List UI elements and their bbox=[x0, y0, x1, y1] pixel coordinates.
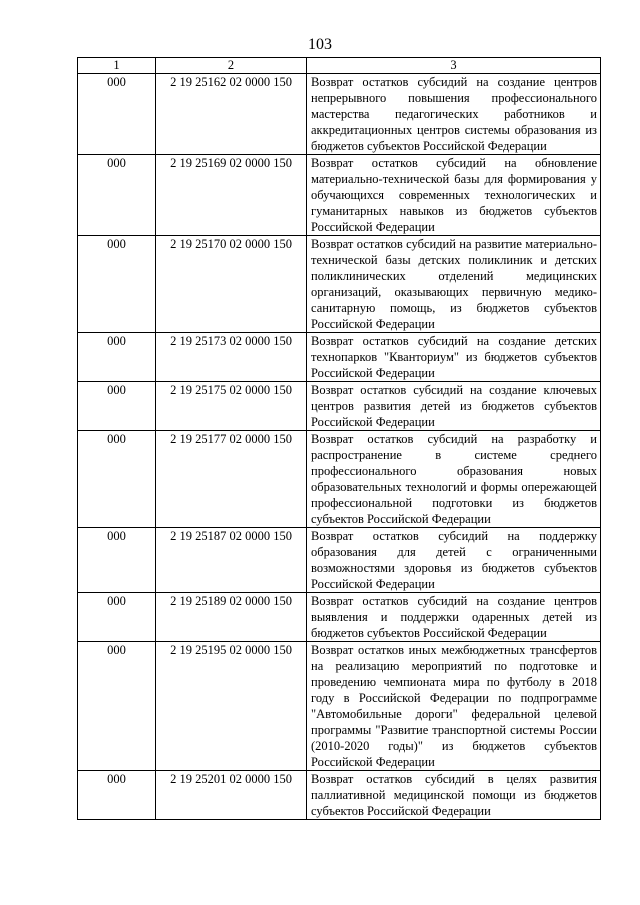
admin-code-cell: 000 bbox=[78, 236, 156, 333]
budget-code-cell: 2 19 25177 02 0000 150 bbox=[156, 431, 307, 528]
budget-code-cell: 2 19 25175 02 0000 150 bbox=[156, 382, 307, 431]
column-header-1: 1 bbox=[78, 58, 156, 74]
description-cell: Возврат остатков субсидий на создание центров выявления и поддержки одаренных детей из бюджетов субъектов Российской Федерации bbox=[307, 593, 601, 642]
column-header-2: 2 bbox=[156, 58, 307, 74]
table-row bbox=[78, 74, 601, 155]
table-row bbox=[78, 593, 601, 642]
admin-code-cell: 000 bbox=[78, 431, 156, 528]
table-row bbox=[78, 236, 601, 333]
description-cell: Возврат остатков субсидий на создание центров непрерывного повышения профессионального мастерства педагогических работников и аккредитационных центров системы образования из бюджетов субъектов Российской Федерации bbox=[307, 74, 601, 155]
table-row bbox=[78, 771, 601, 820]
budget-code-cell: 2 19 25173 02 0000 150 bbox=[156, 333, 307, 382]
description-cell: Возврат остатков субсидий на создание детских технопарков "Кванториум" из бюджетов субъектов Российской Федерации bbox=[307, 333, 601, 382]
budget-code-cell: 2 19 25162 02 0000 150 bbox=[156, 74, 307, 155]
budget-code-cell: 2 19 25189 02 0000 150 bbox=[156, 593, 307, 642]
admin-code-cell: 000 bbox=[78, 333, 156, 382]
table-row bbox=[78, 382, 601, 431]
description-cell: Возврат остатков субсидий на развитие материально-технической базы детских поликлиник и детских поликлинических отделений медицинских организаций, оказывающих первичную медико-санитарную помощь, из бюджетов субъектов Российской Федерации bbox=[307, 236, 601, 333]
description-cell: Возврат остатков субсидий на поддержку образования для детей с ограниченными возможностями здоровья из бюджетов субъектов Российской Федерации bbox=[307, 528, 601, 593]
admin-code-cell: 000 bbox=[78, 771, 156, 820]
admin-code-cell: 000 bbox=[78, 642, 156, 771]
budget-code-cell: 2 19 25169 02 0000 150 bbox=[156, 155, 307, 236]
description-cell: Возврат остатков субсидий на создание ключевых центров развития детей из бюджетов субъектов Российской Федерации bbox=[307, 382, 601, 431]
page-number: 103 bbox=[308, 36, 332, 53]
budget-code-cell: 2 19 25187 02 0000 150 bbox=[156, 528, 307, 593]
admin-code-cell: 000 bbox=[78, 155, 156, 236]
description-cell: Возврат остатков иных межбюджетных трансфертов на реализацию мероприятий по подготовке и проведению чемпионата мира по футболу в 2018 году в Российской Федерации по подпрограмме "Автомобильные дороги" федеральной целевой программы "Развитие транспортной системы России (2010-2020 годы)" из бюджетов субъектов Российской Федерации bbox=[307, 642, 601, 771]
table-row bbox=[78, 642, 601, 771]
header-row bbox=[78, 58, 601, 74]
budget-codes-table bbox=[77, 57, 601, 820]
budget-code-cell: 2 19 25201 02 0000 150 bbox=[156, 771, 307, 820]
admin-code-cell: 000 bbox=[78, 528, 156, 593]
description-cell: Возврат остатков субсидий в целях развития паллиативной медицинской помощи из бюджетов субъектов Российской Федерации bbox=[307, 771, 601, 820]
admin-code-cell: 000 bbox=[78, 593, 156, 642]
description-cell: Возврат остатков субсидий на обновление материально-технической базы для формирования у обучающихся современных технологических и гуманитарных навыков из бюджетов субъектов Российской Федерации bbox=[307, 155, 601, 236]
table-row bbox=[78, 431, 601, 528]
table-row bbox=[78, 528, 601, 593]
table-row bbox=[78, 333, 601, 382]
admin-code-cell: 000 bbox=[78, 382, 156, 431]
budget-code-cell: 2 19 25195 02 0000 150 bbox=[156, 642, 307, 771]
budget-code-cell: 2 19 25170 02 0000 150 bbox=[156, 236, 307, 333]
table-row bbox=[78, 155, 601, 236]
description-cell: Возврат остатков субсидий на разработку и распространение в системе среднего профессионального образования новых образовательных технологий и формы опережающей профессиональной подготовки из бюджетов субъектов Российской Федерации bbox=[307, 431, 601, 528]
admin-code-cell: 000 bbox=[78, 74, 156, 155]
column-header-3: 3 bbox=[307, 58, 601, 74]
